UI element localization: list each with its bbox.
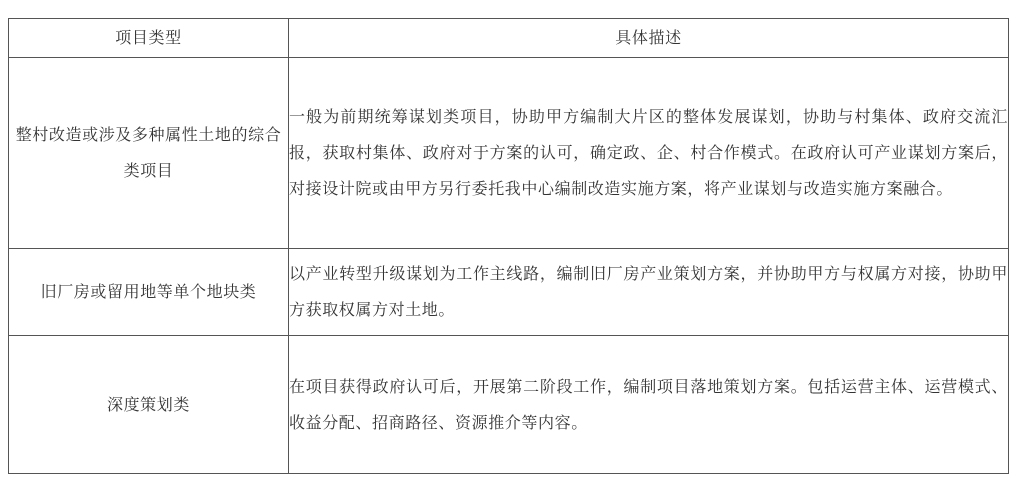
project-type-table [8, 18, 1009, 474]
header-project-type: 项目类型 [9, 19, 289, 58]
description-cell: 在项目获得政府认可后，开展第二阶段工作，编制项目落地策划方案。包括运营主体、运营模式、收益分配、招商路径、资源推介等内容。 [289, 336, 1009, 474]
header-description: 具体描述 [289, 19, 1009, 58]
table-row [9, 336, 1009, 474]
table-row [9, 58, 1009, 249]
project-type-cell: 旧厂房或留用地等单个地块类 [9, 249, 289, 336]
project-type-cell: 深度策划类 [9, 336, 289, 474]
description-cell: 以产业转型升级谋划为工作主线路，编制旧厂房产业策划方案，并协助甲方与权属方对接，协助甲方获取权属方对土地。 [289, 249, 1009, 336]
table-header-row [9, 19, 1009, 58]
description-cell: 一般为前期统筹谋划类项目，协助甲方编制大片区的整体发展谋划，协助与村集体、政府交流汇报，获取村集体、政府对于方案的认可，确定政、企、村合作模式。在政府认可产业谋划方案后，对接设计院或由甲方另行委托我中心编制改造实施方案，将产业谋划与改造实施方案融合。 [289, 58, 1009, 249]
project-type-cell: 整村改造或涉及多种属性土地的综合类项目 [9, 58, 289, 249]
table-row [9, 249, 1009, 336]
